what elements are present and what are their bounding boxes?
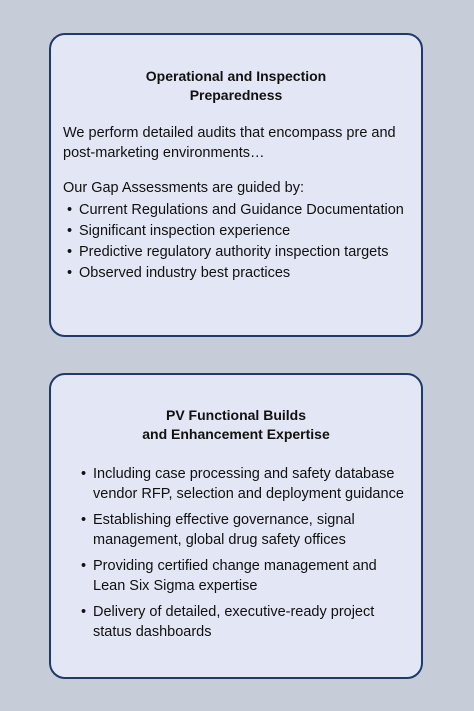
bullet-list [67, 200, 421, 283]
list-item [81, 602, 411, 642]
list-item [67, 263, 421, 283]
intro-text: We perform detailed audits that encompass pre and post-marketing environments… [63, 125, 396, 161]
list-item [67, 221, 421, 241]
list-item-text: Predictive regulatory authority inspection targets [79, 244, 389, 260]
bullet-icon: • [67, 265, 73, 281]
list-item-text: Including case processing and safety database vendor RFP, selection and deployment guidance [93, 466, 404, 502]
card-title-line-1: PV Functional Builds [165, 407, 306, 423]
bullet-icon: • [67, 244, 73, 260]
list-item [67, 242, 421, 262]
card-title-line-2: Preparedness [189, 87, 283, 103]
list-item-text: Establishing effective governance, signal management, global drug safety offices [93, 512, 355, 548]
list-item [81, 464, 411, 504]
list-item-text: Providing certified change management and Lean Six Sigma expertise [93, 558, 377, 594]
card-title [51, 406, 421, 444]
bullet-icon: • [81, 604, 87, 620]
bullet-icon: • [81, 512, 87, 528]
operational-preparedness-card [49, 33, 423, 337]
card-title [51, 67, 421, 105]
bullet-list [81, 464, 411, 642]
list-item [67, 200, 421, 220]
card-title-line-2: and Enhancement Expertise [142, 426, 330, 442]
card-title-line-1: Operational and Inspection [145, 68, 327, 84]
bullet-icon: • [81, 558, 87, 574]
lead-text: Our Gap Assessments are guided by: [63, 180, 304, 196]
bullet-icon: • [67, 223, 73, 239]
list-item [81, 510, 411, 550]
pv-functional-builds-card [49, 373, 423, 679]
list-item-text: Significant inspection experience [79, 223, 291, 239]
list-item [81, 556, 411, 596]
list-item-text: Delivery of detailed, executive-ready project status dashboards [93, 604, 375, 640]
list-item-text: Observed industry best practices [79, 265, 291, 281]
bullet-icon: • [81, 466, 87, 482]
bullet-icon: • [67, 202, 73, 218]
list-item-text: Current Regulations and Guidance Documentation [79, 202, 404, 218]
